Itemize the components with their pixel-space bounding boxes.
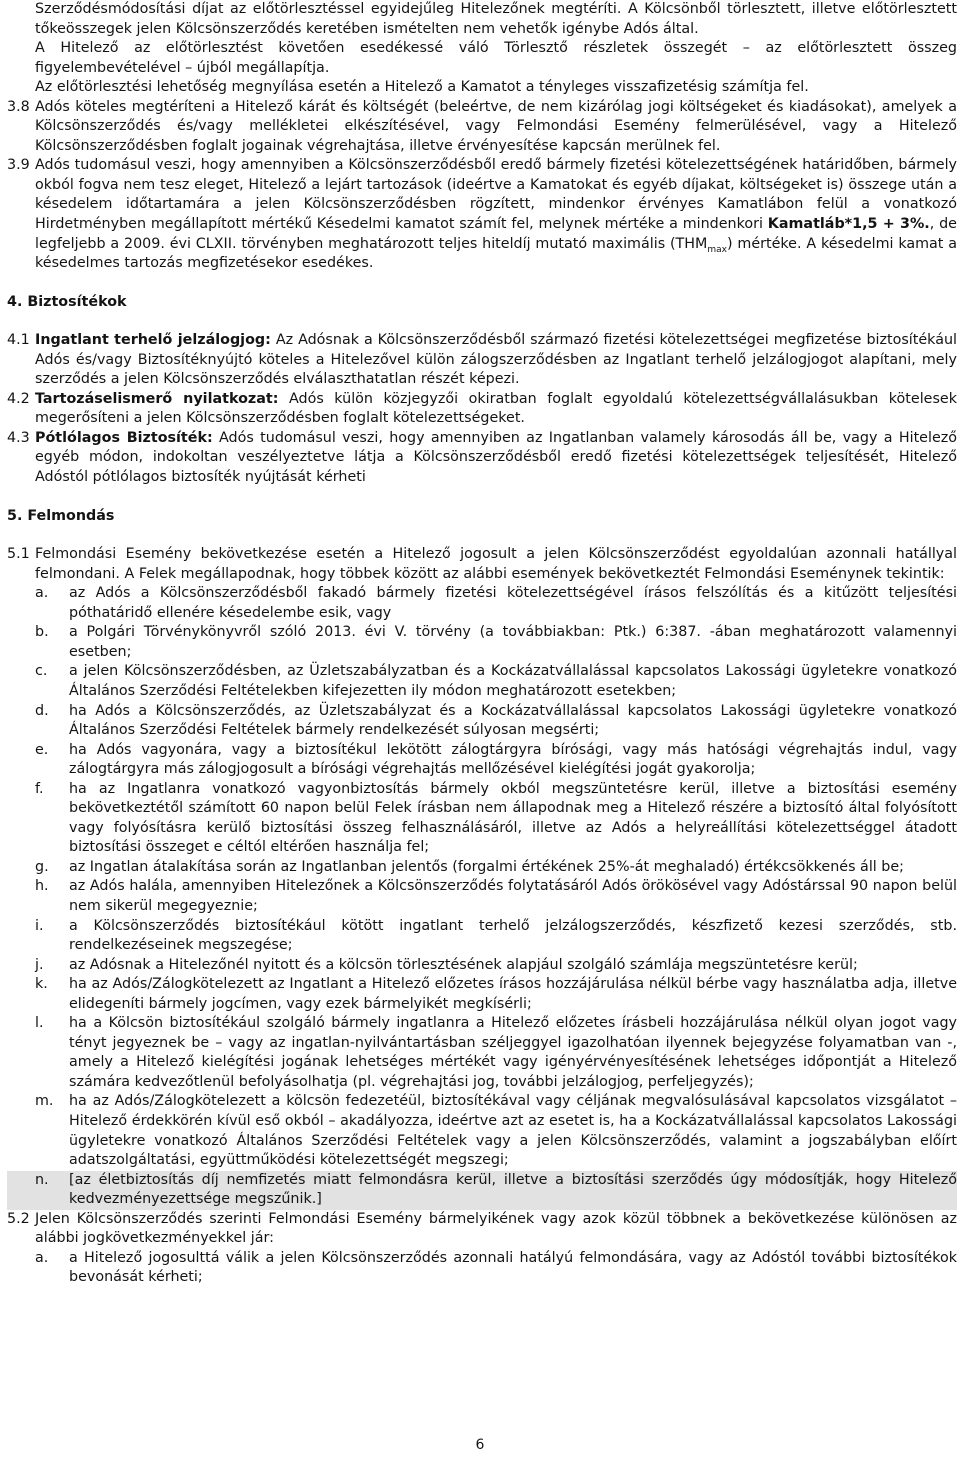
paragraph-repayment-recalc: A Hitelező az előtörlesztést követően esedékessé váló Törlesztő részletek összegét – az előtörlesztett összeg figyelembevételével – újból megállapítja. [35, 40, 957, 76]
list-item [7, 741, 957, 780]
default-interest-formula: Kamatláb*1,5 + 3%. [767, 216, 930, 233]
list-item-text: ha az Adós/Zálogkötelezett a kölcsön fedezetéül, biztosítékával vagy céljának megvalósulásával kapcsolatos vizsgálatot – Hitelező érdekkörén kívül eső okból – akadályozza, ideértve azt az esetet is, ha a Kockázatvállalással kapcsolatos Lakossági ügyletekre vonatkozó Általános Szerződési Feltételek vagy a jelen Kölcsönszerződés, valamint a jogszabályban előírt adatszolgáltatási, együttműködési kötelezettségét megszegi; [69, 1093, 957, 1169]
list-item [7, 956, 957, 976]
page-number: 6 [475, 1437, 485, 1453]
list-item-text: ha az Adós/Zálogkötelezett az Ingatlant a Hitelező előzetes írásos hozzájárulása nélkül bérbe vagy használatba adja, illetve elidegeníti bármely jogcímen, vagy ezek bármelyikét megkísérli; [69, 976, 957, 1012]
paragraph-interest-until-repayment: Az előtörlesztési lehetőség megnyílása esetén a Hitelező a Kamatot a tényleges visszafizetésig számítja fel. [35, 79, 809, 96]
list-marker: j. [35, 956, 44, 973]
clause-4-1 [7, 331, 957, 390]
list-marker: k. [35, 976, 48, 993]
list-marker: a. [35, 585, 49, 602]
termination-events-list [7, 584, 957, 1210]
list-item [7, 1249, 957, 1288]
list-item-text: az Adós halála, amennyiben Hitelezőnek a Kölcsönszerződés folytatásáról Adós örökösével vagy Adóstárssal 90 napon belül nem sikerül megegyeznie; [69, 878, 957, 914]
list-item [7, 662, 957, 701]
list-item [7, 975, 957, 1014]
clause-3-9 [7, 156, 957, 273]
clause-title: Tartozáselismerő nyilatkozat: [35, 390, 279, 407]
list-marker: g. [35, 858, 49, 875]
clause-text: Adós tudomásul veszi, hogy amennyiben a Kölcsönszerződésből eredő bármely fizetési kötelezettségének határidőben, bármely okból fogva nem tesz eleget, Hitelező a lejárt tartozások (ideértve a Kamatokat és egyéb díjakat, költségeket is) összege után a késedelem időtartamára a jelen Kölcsönszerződésben rögzített, mindenkor érvényes Kamatlábon felül a vonatkozó Hirdetményben megállapított mértékű Késedelmi kamatot számít fel, melynek mértéke a mindenkori [35, 157, 957, 233]
list-item-text: [az életbiztosítás díj nemfizetés miatt felmondásra kerül, illetve a biztosítási szerződés úgy módosítják, hogy Hitelező kedvezményezettsége megszűnik.] [69, 1171, 957, 1208]
clause-number: 4.2 [7, 390, 30, 407]
list-item [7, 780, 957, 858]
list-item [7, 1092, 957, 1170]
list-item [7, 858, 957, 878]
clause-text: Jelen Kölcsönszerződés szerinti Felmondási Esemény bármelyikének vagy azok közül többnek a bekövetkezése különösen az alábbi jogkövetkezményekkel jár: [35, 1210, 957, 1247]
clause-number: 5.1 [7, 546, 30, 563]
list-marker: f. [35, 780, 44, 797]
list-marker: n. [35, 1171, 49, 1188]
list-item-text: ha a Kölcsön biztosítékául szolgáló bármely ingatlanra a Hitelező előzetes írásbeli hozzájárulása nélkül olyan jogot vagy tényt jegyeznek be – vagy az ingatlan-nyilvántartásban széljeggyel igazolhatóan ilyennek bejegyzése folyamatban van -, amely a Hitelező kielégítési jogának lehetséges mértékét vagy igényérvényesítésének lehetséges időpontját a Hitelező számára kedvezőtlenül befolyásolhatja (pl. végrehajtási jog, további jelzálogjog, perfeljegyzés); [69, 1015, 957, 1090]
clause-text: Felmondási Esemény bekövetkezése esetén a Hitelező jogosult a jelen Kölcsönszerződést egyoldalúan azonnali hatállyal felmondani. A Felek megállapodnak, hogy többek között az alábbi események bekövetkeztét Felmondási Eseménynek tekintik: [35, 546, 957, 582]
list-item-text: a Hitelező jogosulttá válik a jelen Kölcsönszerződés azonnali hatályú felmondására, vagy az Adóstól további biztosítékok bevonását kérheti; [69, 1249, 957, 1286]
list-item-text: az Adós a Kölcsönszerződésből fakadó bármely fizetési kötelezettségével írásos felszólítás és a kitűzött teljesítési póthatáridő ellenére késedelembe esik, vagy [69, 585, 957, 621]
clause-text: Az Adósnak a Kölcsönszerződésből származó fizetési kötelezettségei megfizetése biztosítékául Adós és/vagy Biztosítéknyújtó köteles a Hitelezővel külön zálogszerződésben az Ingatlant terhelő jelzálogjogot alapítani, mely szerződés a jelen Kölcsönszerződés elválaszthatatlan részét képezi. [35, 332, 957, 388]
clause-number: 3.9 [7, 157, 30, 174]
list-item [7, 584, 957, 623]
list-item [7, 623, 957, 662]
list-item-highlighted [7, 1171, 957, 1210]
clause-title: Ingatlant terhelő jelzálogjog: [35, 332, 271, 349]
list-marker: a. [35, 1249, 49, 1266]
list-item-text: az Adósnak a Hitelezőnél nyitott és a kölcsön törlesztésének alapjául szolgáló számlája megszüntetésre kerül; [69, 956, 858, 973]
list-item [7, 877, 957, 916]
list-item-text: a Kölcsönszerződés biztosítékául kötött ingatlant terhelő jelzálogszerződés, készfizető kezesi szerződés, stb. rendelkezéseinek megszegése; [69, 917, 957, 954]
clause-number: 4.3 [7, 429, 30, 446]
clause-text: Adós köteles megtéríteni a Hitelező kárát és költségét (beleértve, de nem kizárólag jogi költségeket és kiadásokat), amelyek a Kölcsönszerződés és/vagy mellékletei elkészítésével, vagy Felmondási Esemény felmerülésével, vagy a Hitelező Kölcsönszerződésben foglalt jogainak végrehajtása, illetve érvényesítése kapcsán merülnek fel. [35, 98, 957, 154]
clause-text-cont: , de legfeljebb a 2009. évi CLXII. törvényben meghatározott teljes hiteldíj mutató maximális (THM [35, 216, 957, 252]
clause-number: 4.1 [7, 332, 30, 349]
list-item-text: az Ingatlan átalakítása során az Ingatlanban jelentős (forgalmi értékének 25%-át meghaladó) értékcsökkenés áll be; [69, 858, 904, 875]
section-heading-5: 5. Felmondás [7, 507, 115, 524]
clause-title: Pótlólagos Biztosíték: [35, 429, 213, 446]
list-marker: c. [35, 663, 48, 680]
clause-5-2 [7, 1210, 957, 1249]
list-marker: e. [35, 741, 49, 758]
clause-text-end: ) mértéke. A késedelmi kamat a késedelmes tartozás megfizetésekor esedékes. [35, 235, 958, 272]
list-item-text: ha az Ingatlanra vonatkozó vagyonbiztosítás bármely okból megszüntetésre kerül, illetve a biztosítási esemény bekövetkeztétől számított 60 napon belül Felek írásban nem állapodnak meg a Hitelező részére a biztosító által folyósított vagy folyósításra kerülő biztosítási összeg felhasználásáról, illetve az Adós a helyreállítási kötelezettséggel átadott biztosítási összeget e céltól eltérően használja fel; [69, 780, 957, 856]
list-marker: m. [35, 1093, 54, 1110]
section-heading-4: 4. Biztosítékok [7, 293, 127, 310]
list-item [7, 702, 957, 741]
list-item-text: a jelen Kölcsönszerződésben, az Üzletszabályzatban és a Kockázatvállalással kapcsolatos Lakossági ügyletekre vonatkozó Általános Szerződési Feltételekben kifejezetten ily módon meghatározott esetekben; [69, 663, 957, 699]
clause-number: 3.8 [7, 98, 30, 115]
clause-4-2 [7, 390, 957, 429]
list-item-text: ha Adós vagyonára, vagy a biztosítékul lekötött zálogtárgyra bírósági, vagy más hatósági végrehajtás indul, vagy zálogtárgyra más zálogjogosult a bírósági végrehajtás mellőzésével kielégítési jogát gyakorolja; [69, 741, 957, 778]
clause-5-1 [7, 545, 957, 584]
list-marker: h. [35, 878, 49, 895]
list-item [7, 917, 957, 956]
list-marker: b. [35, 624, 49, 641]
clause-text: Adós külön közjegyzői okiratban foglalt egyoldalú kötelezettségvállalásukban kötelesek megerősíteni a jelen Kölcsönszerződésben foglalt kötelezettségeket. [35, 390, 957, 427]
list-item-text: a Polgári Törvénykönyvről szóló 2013. évi V. törvény (a továbbiakban: Ptk.) 6:387. -ában meghatározott valamennyi esetben; [69, 624, 957, 660]
clause-text: Adós tudomásul veszi, hogy amennyiben az Ingatlanban valamely károsodás áll be, vagy a Hitelező egyéb módon, indokoltan veszélyeztetve látja a Kölcsönszerződésből eredő fizetési kötelezettségek teljesítését, Hitelező Adóstól pótlólagos biztosíték nyújtását kérheti [35, 429, 957, 486]
clause-number: 5.2 [7, 1210, 30, 1227]
list-marker: d. [35, 702, 49, 719]
document-page [7, 0, 957, 1288]
list-marker: l. [35, 1015, 44, 1032]
list-item [7, 1014, 957, 1092]
consequences-list [7, 1249, 957, 1288]
thm-subscript: max [707, 244, 727, 255]
list-item-text: ha Adós a Kölcsönszerződés, az Üzletszabályzat és a Kockázatvállalással kapcsolatos Lakossági ügyletekre vonatkozó Általános Szerződési Feltételek bármely rendelkezését súlyosan megsérti; [69, 702, 957, 739]
list-marker: i. [35, 917, 44, 934]
paragraph-prepayment-fee: Szerződésmódosítási díjat az előtörlesztéssel egyidejűleg Hitelezőnek megtéríti. A Kölcsönből törlesztett, illetve előtörlesztett tőkeösszegek jelen Kölcsönszerződés keretében ismételten nem vehetők igénybe Adós által. [35, 1, 957, 37]
clause-4-3 [7, 429, 957, 488]
clause-3-8 [7, 98, 957, 157]
